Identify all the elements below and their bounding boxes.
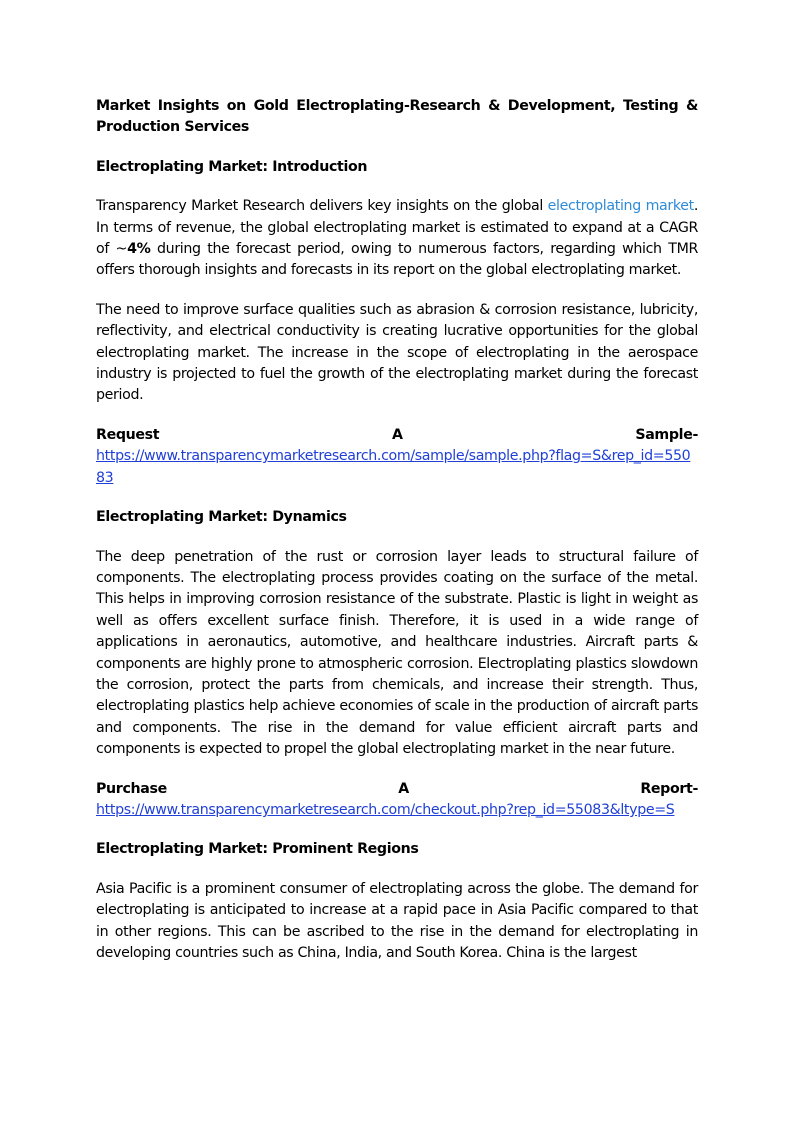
- regions-heading: Electroplating Market: Prominent Regions: [96, 841, 419, 858]
- intro-paragraph-1: [96, 196, 698, 282]
- a-word: A: [391, 426, 403, 443]
- electroplating-market-link[interactable]: electroplating market: [547, 198, 694, 215]
- request-sample-block: [96, 425, 698, 489]
- regions-paragraph: Asia Pacific is a prominent consumer of electroplating across the globe. The demand for electroplating is anticipated to increase at a rapid pace in Asia Pacific compared to that in other regions. This can be ascribed to the rise in the demand for electroplating in developing countries such as China, India, and South Korea. China is the largest: [96, 880, 698, 961]
- dynamics-heading: Electroplating Market: Dynamics: [96, 509, 347, 526]
- a-word: A: [398, 780, 409, 797]
- request-word: Request: [96, 426, 160, 443]
- dynamics-paragraph: The deep penetration of the rust or corrosion layer leads to structural failure of components. The electroplating process provides coating on the surface of the metal. This helps in improving corrosion resistance of the substrate. Plastic is light in weight as well as offers excellent surface finish. Therefore, it is used in a wide range of applications in aeronautics, automotive, and healthcare industries. Aircraft parts & components are highly prone to atmospheric corrosion. Electroplating plastics slowdown the corrosion, protect the parts from chemicals, and increase their strength. Thus, electroplating plastics help achieve economies of scale in the production of aircraft parts and components. The rise in the demand for value efficient aircraft parts and components is expected to propel the global electroplating market in the near future.: [96, 548, 698, 758]
- document-title: Market Insights on Gold Electroplating-Research & Development, Testing & Production Services: [96, 98, 698, 136]
- request-sample-label: [96, 425, 698, 446]
- purchase-report-block: [96, 779, 698, 822]
- intro-text-2: . In terms of revenue, the global electroplating market is estimated to expand at a CAGR of ~: [96, 198, 698, 258]
- report-word: Report-: [640, 780, 698, 797]
- cagr-value: 4%: [127, 241, 151, 258]
- intro-text-3: during the forecast period, owing to numerous factors, regarding which TMR offers thorough insights and forecasts in its report on the global electroplating market.: [96, 241, 698, 279]
- intro-heading: Electroplating Market: Introduction: [96, 158, 368, 175]
- purchase-report-link[interactable]: https://www.transparencymarketresearch.com/checkout.php?rep_id=55083&ltype=S: [96, 801, 675, 818]
- purchase-report-label: [96, 779, 698, 800]
- document-page: [96, 96, 698, 982]
- request-sample-link[interactable]: https://www.transparencymarketresearch.com/sample/sample.php?flag=S&rep_id=55083: [96, 448, 691, 486]
- intro-paragraph-2: The need to improve surface qualities such as abrasion & corrosion resistance, lubricity, reflectivity, and electrical conductivity is creating lucrative opportunities for the global electroplating market. The increase in the scope of electroplating in the aerospace industry is projected to fuel the growth of the electroplating market during the forecast period.: [96, 301, 698, 404]
- purchase-word: Purchase: [96, 780, 167, 797]
- intro-text-1: Transparency Market Research delivers key insights on the global: [96, 198, 548, 215]
- sample-word: Sample-: [635, 426, 698, 443]
